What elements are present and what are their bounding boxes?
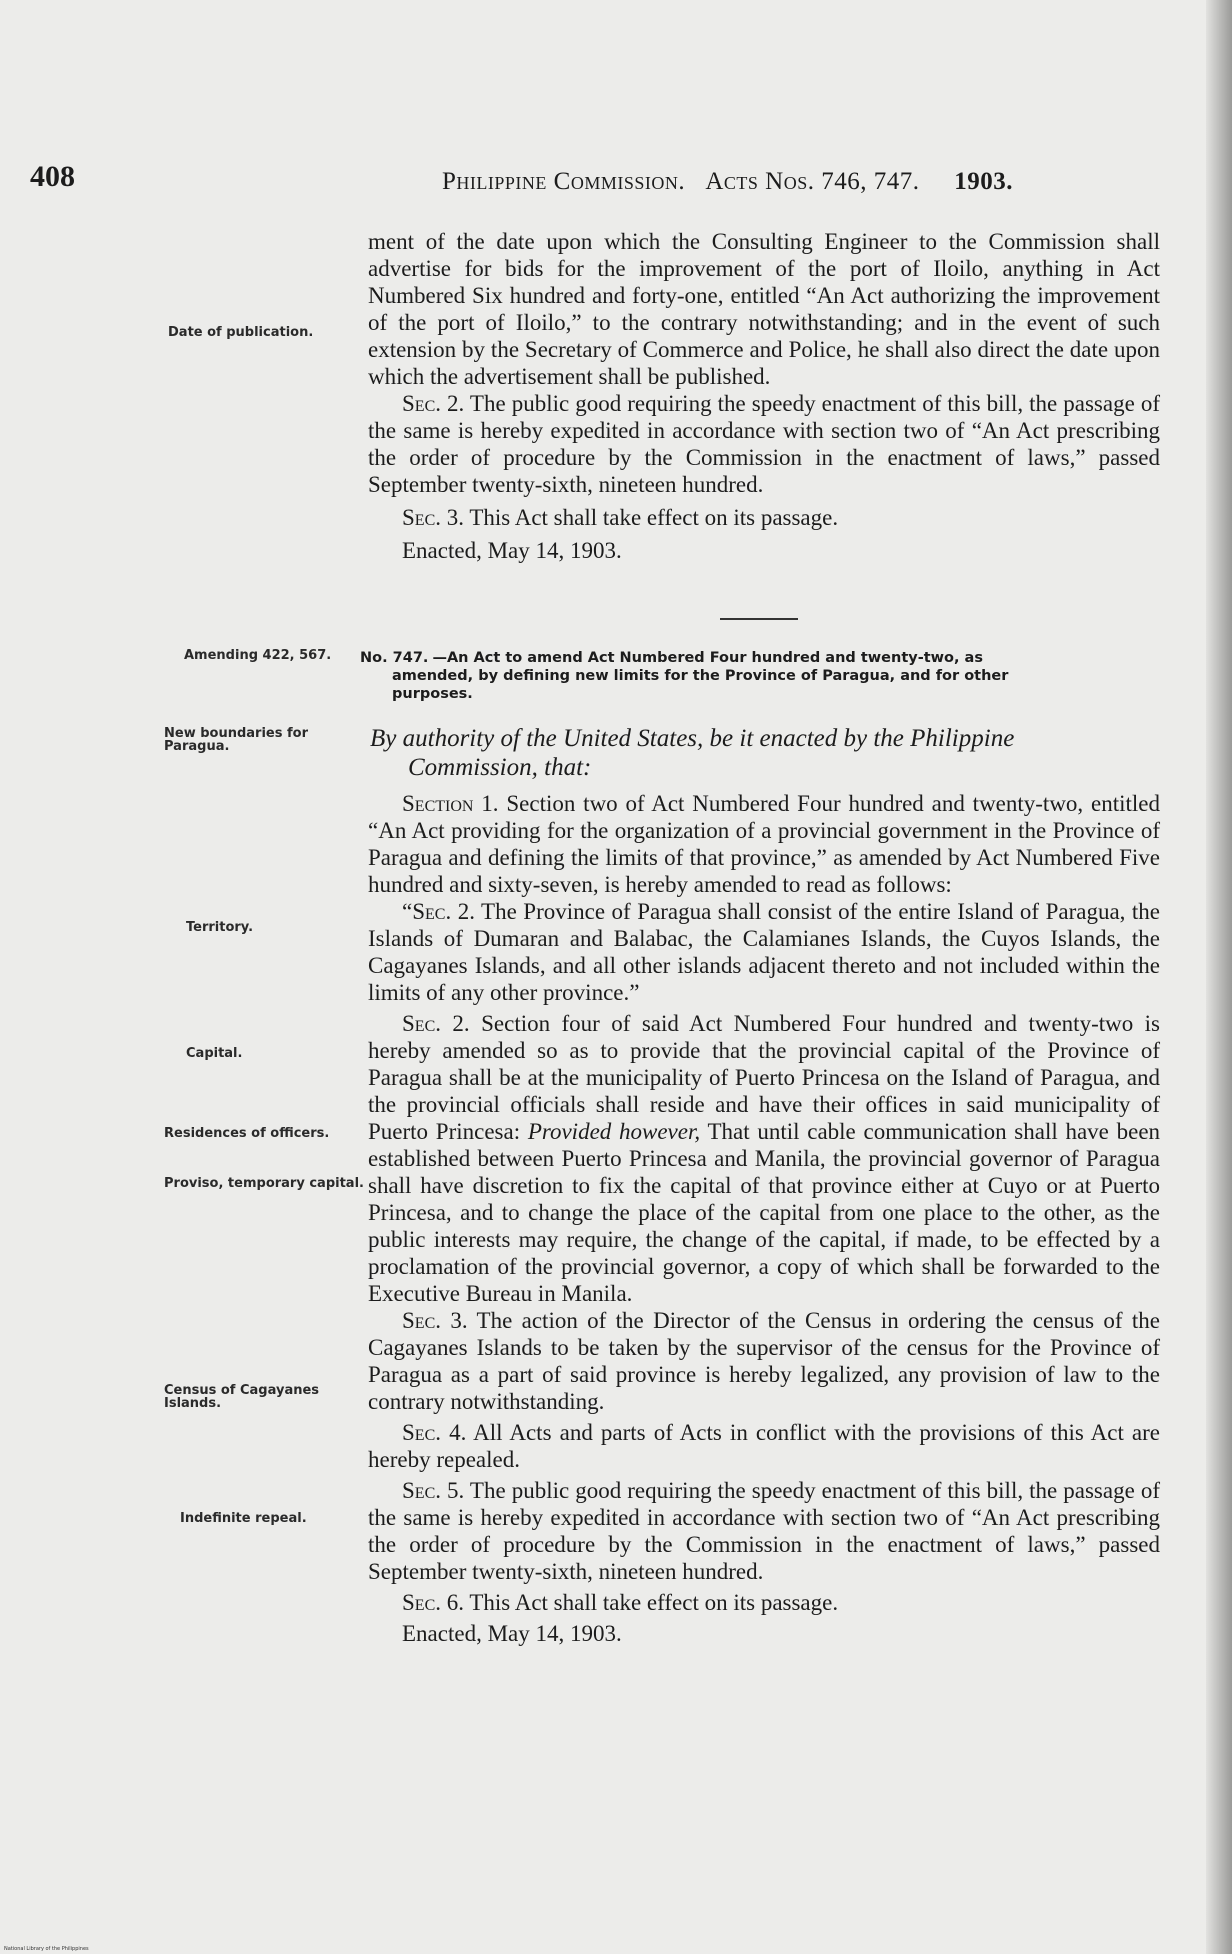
act-number: No. 747. xyxy=(360,650,429,666)
sidenote-census: Census of Cagayanes Islands. xyxy=(164,1383,320,1411)
separator-rule xyxy=(720,618,798,620)
act-747-text xyxy=(368,790,1160,1647)
header-year: 1903. xyxy=(954,168,1013,195)
enacted-date: Enacted, May 14, 1903. xyxy=(402,1621,622,1646)
running-header xyxy=(442,168,1013,196)
act-numbers: Acts Nos. 746, 747. xyxy=(705,168,920,195)
sidenote-proviso: Proviso, temporary capital. xyxy=(164,1176,364,1191)
section-4: Sec. 4. All Acts and parts of Acts in conflict with the provisions of this Act are hereby repealed. xyxy=(368,1420,1160,1472)
section-3: Sec. 3. The action of the Director of the Census in ordering the census of the Cagayanes Islands to be taken by the supervisor of the census for the Province of Paragua as a part of said province is hereby legalized, any provision of law to the contrary notwithstanding. xyxy=(368,1308,1161,1414)
running-title: Philippine Commission. xyxy=(442,168,686,195)
section-3: Sec. 3. This Act shall take effect on its passage. xyxy=(402,505,839,530)
section-1: Section 1. Section two of Act Numbered Four hundred and twenty-two, entitled “An Act providing for the organization of a provincial government in the Province of Paragua and defining the limits of that province,” as amended by Act Numbered Five hundred and sixty-seven, is hereby amended to read as follows: xyxy=(368,791,1160,897)
section-5: Sec. 5. The public good requiring the speedy enactment of this bill, the passage of the same is hereby expedited in accordance with section two of “An Act prescribing the order of procedure by the Commission in the enactment of laws,” passed September twenty-sixth, nineteen hundred. xyxy=(368,1478,1160,1584)
paragraph: ment of the date upon which the Consulting Engineer to the Commission shall advertise for bids for the improvement of the port of Iloilo, anything in Act Numbered Six hundred and forty-one, entitled “An Act authorizing the improvement of the port of Iloilo,” to the contrary notwithstanding; and in the event of such extension by the Secretary of Commerce and Police, he shall also direct the date upon which the advertisement shall be published. xyxy=(368,229,1160,389)
section-6: Sec. 6. This Act shall take effect on its passage. xyxy=(402,1590,839,1615)
sidenote-amending: Amending 422, 567. xyxy=(184,648,332,663)
sidenote-residences: Residences of officers. xyxy=(164,1126,330,1141)
act-746-text xyxy=(368,228,1160,564)
page-edge-shadow xyxy=(1206,0,1232,1954)
sidenote-capital: Capital. xyxy=(186,1046,243,1061)
enacting-clause: By authority of the United States, be it enacted by the Philippine Commission, that: xyxy=(370,725,1015,781)
sidenote-new-boundaries: New boundaries for Paragua. xyxy=(164,726,309,754)
section-2: Sec. 2. The public good requiring the speedy enactment of this bill, the passage of the same is hereby expedited in accordance with section two of “An Act prescribing the order of procedure by the Commission in the enactment of laws,” passed September twenty-sixth, nineteen hundred. xyxy=(368,391,1160,497)
sidenote-territory: Territory. xyxy=(186,920,254,935)
act-747-title: No. 747. —An Act to amend Act Numbered Four hundred and twenty-two, as amended, by defining new limits for the Province of Paragua, and for other purposes. xyxy=(360,650,1009,702)
sidenote-repeal: Indefinite repeal. xyxy=(180,1511,307,1526)
sidenote-date-of-publication: Date of publication. xyxy=(168,325,314,340)
enacted-date: Enacted, May 14, 1903. xyxy=(402,538,622,563)
section-1-quote: “Sec. 2. The Province of Paragua shall consist of the entire Island of Paragua, the Islands of Dumaran and Balabac, the Calamianes Islands, the Cuyos Islands, the Cagayanes Islands, and all other islands adjacent thereto and not included within the limits of any other province.” xyxy=(368,899,1160,1005)
page-number: 408 xyxy=(30,160,75,193)
footer-credit: National Library of the Philippines xyxy=(4,1946,89,1952)
section-2: Sec. 2. Section four of said Act Numbered Four hundred and twenty-two is hereby amended so as to provide that the provincial capital of the Province of Paragua shall be at the municipality of Puerto Princesa on the Island of Paragua, and the provincial officials shall reside and have their offices in said municipality of Puerto Princesa: Provided however, That until cable communication shall have been established between Puerto Princesa and Manila, the provincial governor of Paragua shall have discretion to fix the capital of that province either at Cuyo or at Puerto Princesa, and to change the place of the capital from one place to the other, as the public interests may require, the change of the capital, if made, to be effected by a proclamation of the provincial governor, a copy of which shall be forwarded to the Executive Bureau in Manila. xyxy=(368,1011,1161,1306)
